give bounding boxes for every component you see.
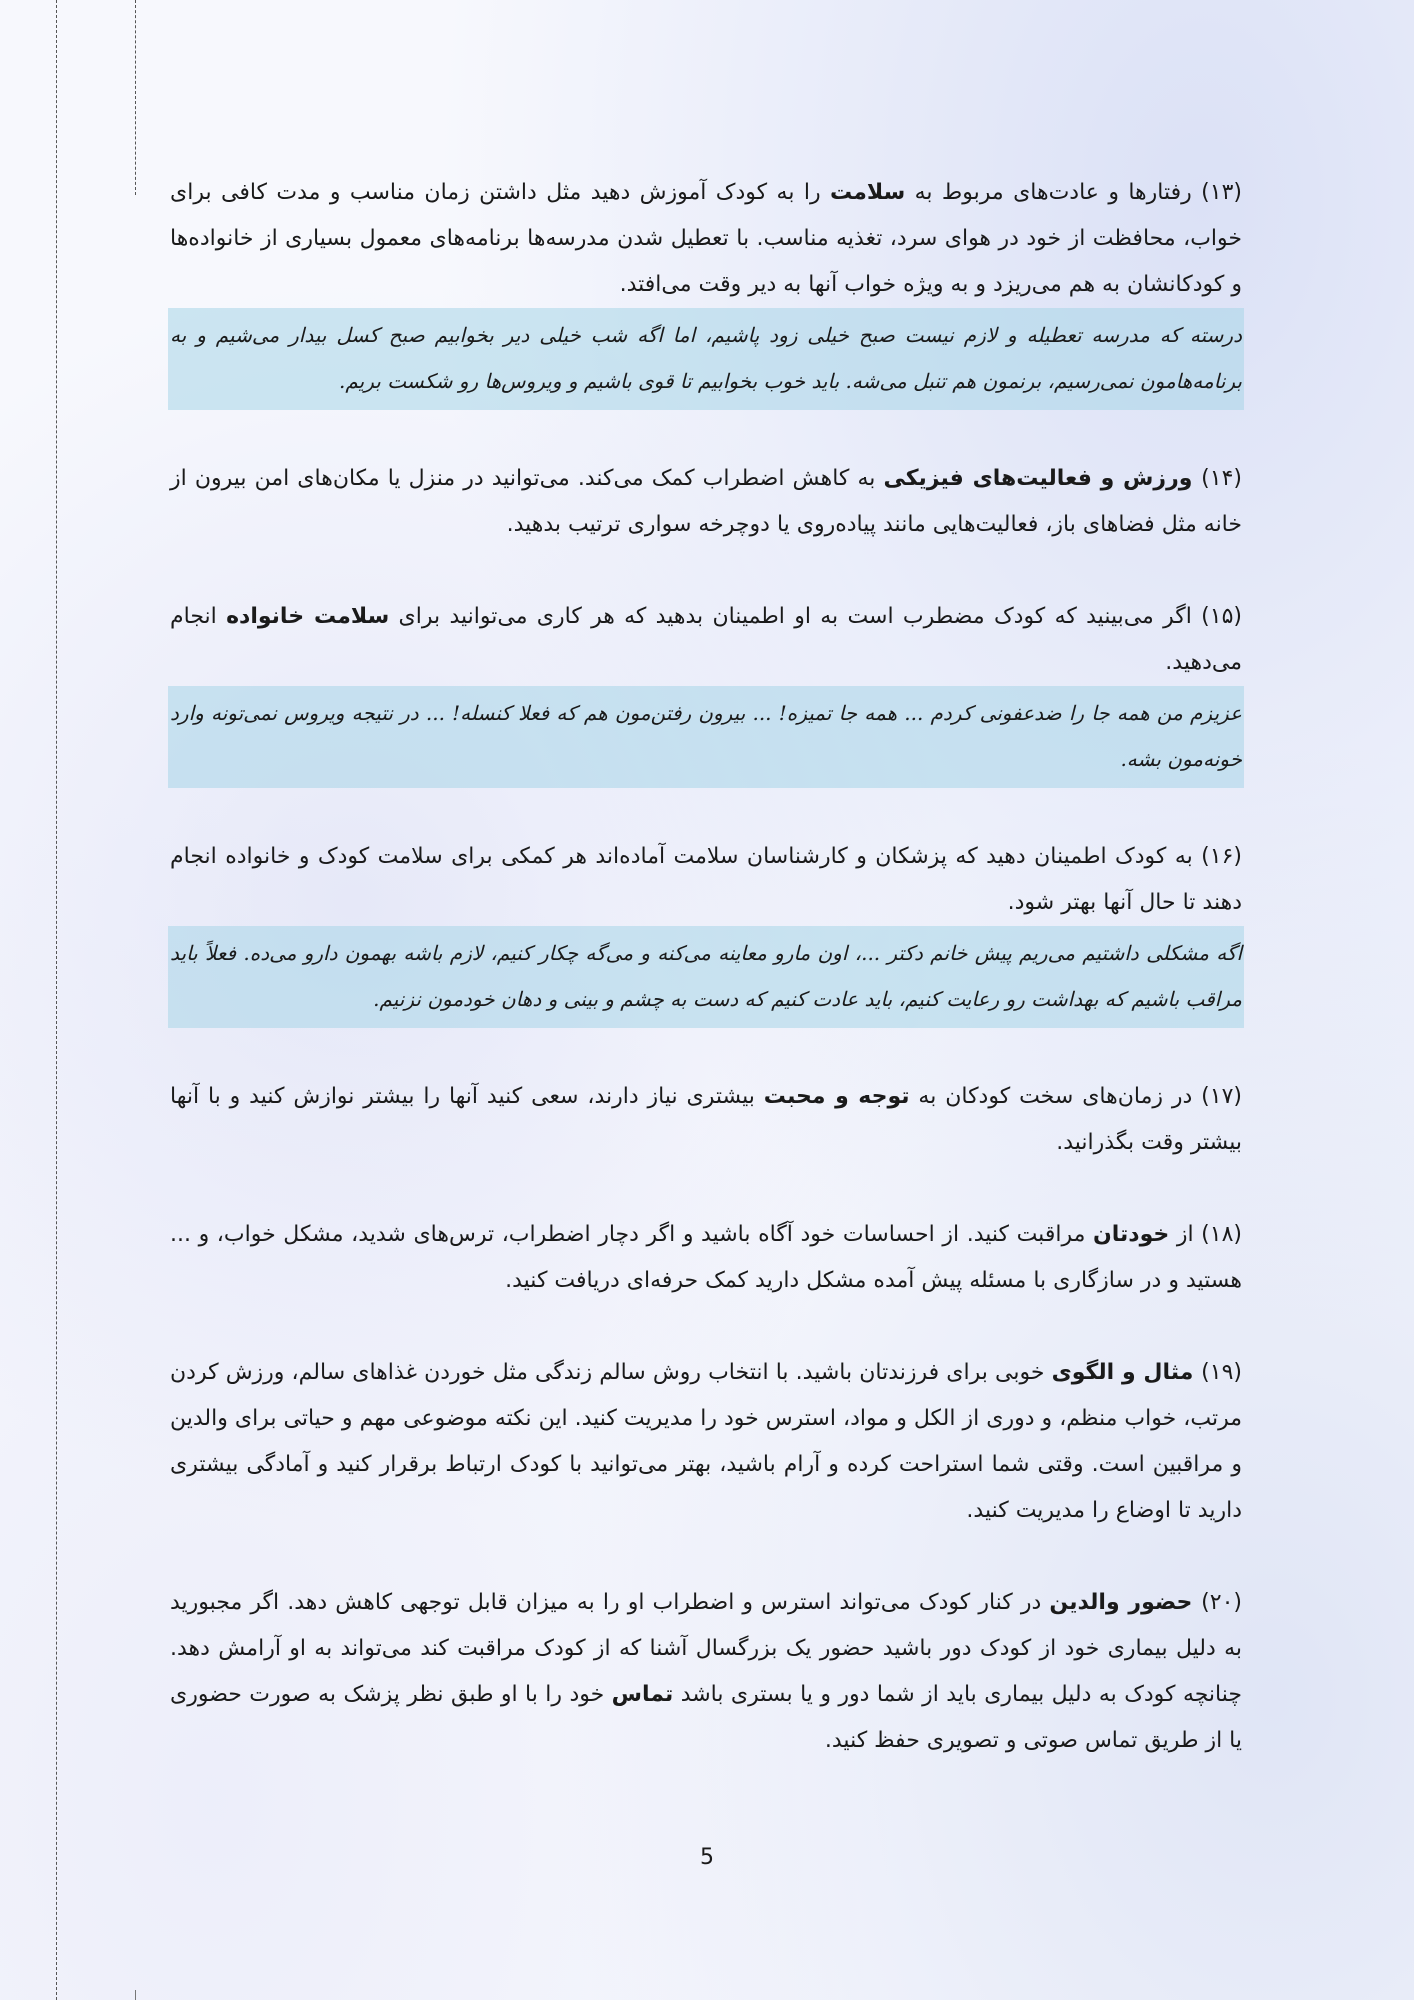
keyword-role-model: مثال و الگوی	[1051, 1360, 1202, 1385]
page-number: 5	[700, 1845, 714, 1870]
paragraph-16: (۱۶) به کودک اطمینان دهید که پزشکان و کارشناسان سلامت آماده‌اند هر کمکی برای سلامت کودک و خانواده انجام دهند تا حال آنها بهتر شود.	[170, 844, 1242, 915]
left-margin-guide	[56, 0, 57, 2000]
paragraph-15: (۱۵) اگر می‌بینید که کودک مضطرب است به او اطمینان بدهید که هر کاری می‌توانید برای سلامت خانواده انجام می‌دهید.	[170, 604, 1242, 675]
section-20	[168, 1580, 1244, 1764]
section-13	[168, 170, 1244, 410]
section-17	[168, 1074, 1244, 1166]
paragraph-19: (۱۹) مثال و الگوی خوبی برای فرزندتان باشید. با انتخاب روش سالم زندگی مثل خوردن غذاهای سالم، ورزش کردن مرتب، خواب منظم، و دوری از الکل و مواد، استرس خود را مدیریت کنید. این نکته موضوعی مهم و حیاتی برای والدین و مراقبین است. وقتی شما استراحت کرده و آرام باشید، بهتر می‌توانید با کودک ارتباط برقرار کنید و آمادگی بیشتری دارید تا اوضاع را مدیریت کنید.	[170, 1360, 1242, 1523]
paragraph-14: (۱۴) ورزش و فعالیت‌های فیزیکی به کاهش اضطراب کمک می‌کند. می‌توانید در منزل یا مکان‌های امن بیرون از خانه مثل فضاهای باز، فعالیت‌هایی مانند پیاده‌روی یا دوچرخه سواری ترتیب بدهید.	[170, 466, 1242, 537]
item-number: (۱۸)	[1201, 1222, 1242, 1247]
quote-13: درسته که مدرسه تعطیله و لازم نیست صبح خیلی زود پاشیم، اما اگه شب خیلی دیر بخوابیم صبح کسل بیدار می‌شیم و به برنامه‌هامون نمی‌رسیم، برنمون هم تنبل می‌شه. باید خوب بخوابیم تا قوی باشیم و ویروس‌ها رو شکست بریم.	[168, 308, 1244, 410]
item-number: (۱۵)	[1201, 604, 1242, 629]
keyword-parents-presence: حضور والدین	[1049, 1590, 1202, 1615]
keyword-yourself: خودتان	[1092, 1222, 1170, 1247]
quote-15: عزیزم من همه جا را ضدعفونی کردم ... همه جا تمیزه! ... بیرون رفتن‌مون هم که فعلا کنسله! ... در نتیجه ویروس نمی‌تونه وارد خونه‌مون بشه.	[168, 686, 1244, 788]
item-number: (۲۰)	[1201, 1590, 1242, 1615]
section-15	[168, 594, 1244, 788]
paragraph-20: (۲۰) حضور والدین در کنار کودک می‌تواند استرس و اضطراب او را به میزان قابل توجهی کاهش دهد. اگر مجبورید به دلیل بیماری خود از کودک دور باشید حضور یک بزرگسال آشنا که از کودک مراقبت کند می‌تواند به او آرامش دهد. چنانچه کودک به دلیل بیماری باید از شما دور و یا بستری باشد تماس خود را با او طبق نظر پزشک به صورت حضوری یا از طریق تماس صوتی و تصویری حفظ کنید.	[170, 1590, 1242, 1753]
binding-guide-bottom	[135, 1990, 136, 2000]
item-number: (۱۷)	[1201, 1084, 1242, 1109]
page-content	[168, 170, 1244, 1810]
section-18	[168, 1212, 1244, 1304]
section-19	[168, 1350, 1244, 1534]
section-16	[168, 834, 1244, 1028]
binding-guide-top	[135, 0, 136, 195]
paragraph-13: (۱۳) رفتارها و عادت‌های مربوط به سلامت را به کودک آموزش دهید مثل داشتن زمان مناسب و مدت کافی برای خواب، محافظت از خود در هوای سرد، تغذیه مناسب. با تعطیل شدن مدرسه‌ها برنامه‌های معمول بسیاری از خانواده‌ها و کودکانشان به هم می‌ریزد و به ویژه خواب آنها به دیر وقت می‌افتد.	[170, 180, 1242, 297]
item-number: (۱۶)	[1201, 844, 1242, 869]
keyword-exercise: ورزش و فعالیت‌های فیزیکی	[883, 466, 1202, 491]
keyword-contact: تماس	[611, 1682, 674, 1707]
keyword-health: سلامت	[829, 180, 906, 205]
section-14	[168, 456, 1244, 548]
quote-16: اگه مشکلی داشتیم می‌ریم پیش خانم دکتر ...، اون مارو معاینه می‌کنه و می‌گه چکار کنیم، لازم باشه بهمون دارو می‌ده. فعلاً باید مراقب باشیم که بهداشت رو رعایت کنیم، باید عادت کنیم که دست به چشم و بینی و دهان خودمون نزنیم.	[168, 926, 1244, 1028]
paragraph-18: (۱۸) از خودتان مراقبت کنید. از احساسات خود آگاه باشید و اگر دچار اضطراب، ترس‌های شدید، مشکل خواب، و ... هستید و در سازگاری با مسئله پیش آمده مشکل دارید کمک حرفه‌ای دریافت کنید.	[170, 1222, 1242, 1293]
item-number: (۱۴)	[1201, 466, 1242, 491]
item-number: (۱۹)	[1201, 1360, 1242, 1385]
paragraph-17: (۱۷) در زمان‌های سخت کودکان به توجه و محبت بیشتری نیاز دارند، سعی کنید آنها را بیشتر نوازش کنید و با آنها بیشتر وقت بگذرانید.	[170, 1084, 1242, 1155]
keyword-family-health: سلامت خانواده	[226, 604, 390, 629]
keyword-attention: توجه و محبت	[763, 1084, 910, 1109]
item-number: (۱۳)	[1201, 180, 1242, 205]
